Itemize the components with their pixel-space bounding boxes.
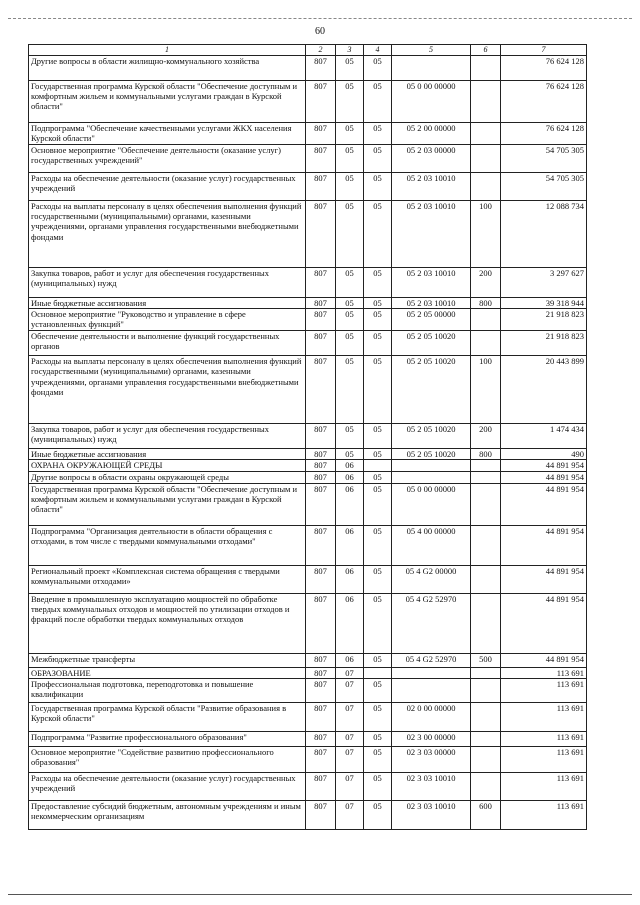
row-subsection-code: 05 — [364, 309, 392, 331]
row-subsection-code: 05 — [364, 81, 392, 123]
row-grbs-code: 807 — [306, 667, 336, 678]
row-grbs-code: 807 — [306, 593, 336, 653]
row-name: Государственная программа Курской области "Развитие образования в Курской области" — [29, 702, 306, 731]
row-name: Расходы на выплаты персоналу в целях обеспечения выполнения функций государственными (муниципальными) органами, казенными учреждениями, органами управления государственными внебюджетными фондами — [29, 201, 306, 268]
row-subsection-code: 05 — [364, 123, 392, 145]
row-section-code: 07 — [336, 702, 364, 731]
row-amount: 113 691 — [501, 731, 587, 746]
row-grbs-code: 807 — [306, 356, 336, 424]
row-amount: 113 691 — [501, 746, 587, 772]
row-section-code: 05 — [336, 331, 364, 356]
row-grbs-code: 807 — [306, 772, 336, 800]
row-target-code: 05 2 05 10020 — [392, 356, 471, 424]
row-name: Основное мероприятие "Руководство и управление в сфере установленных функций" — [29, 309, 306, 331]
row-target-code: 05 2 03 10010 — [392, 173, 471, 201]
row-amount: 76 624 128 — [501, 123, 587, 145]
row-target-code: 05 2 03 00000 — [392, 145, 471, 173]
row-subsection-code: 05 — [364, 331, 392, 356]
row-expense-type — [471, 702, 501, 731]
row-name: Основное мероприятие "Содействие развитию профессионального образования" — [29, 746, 306, 772]
table-row — [29, 746, 587, 772]
table-row — [29, 201, 587, 268]
row-target-code — [392, 460, 471, 472]
row-section-code: 05 — [336, 309, 364, 331]
row-target-code: 05 2 05 10020 — [392, 424, 471, 449]
row-amount: 54 705 305 — [501, 145, 587, 173]
row-expense-type — [471, 525, 501, 565]
row-grbs-code: 807 — [306, 702, 336, 731]
row-name: Государственная программа Курской области "Обеспечение доступным и комфортным жильем и коммунальными услугами граждан в Курской области" — [29, 483, 306, 525]
row-grbs-code: 807 — [306, 565, 336, 593]
row-target-code: 05 2 03 10010 — [392, 298, 471, 309]
row-target-code — [392, 667, 471, 678]
row-name: Иные бюджетные ассигнования — [29, 298, 306, 309]
row-expense-type: 600 — [471, 800, 501, 829]
row-target-code: 05 4 G2 00000 — [392, 565, 471, 593]
row-name: Обеспечение деятельности и выполнение функций государственных органов — [29, 331, 306, 356]
table-row — [29, 268, 587, 298]
row-name: Иные бюджетные ассигнования — [29, 449, 306, 460]
table-row — [29, 460, 587, 472]
row-expense-type: 800 — [471, 449, 501, 460]
row-name: Расходы на обеспечение деятельности (оказание услуг) государственных учреждений — [29, 173, 306, 201]
row-target-code: 05 4 G2 52970 — [392, 653, 471, 667]
row-section-code: 06 — [336, 525, 364, 565]
row-expense-type — [471, 472, 501, 483]
row-name: Закупка товаров, работ и услуг для обеспечения государственных (муниципальных) нужд — [29, 424, 306, 449]
row-grbs-code: 807 — [306, 424, 336, 449]
row-expense-type — [471, 309, 501, 331]
row-name: Государственная программа Курской области "Обеспечение доступным и комфортным жильем и коммунальными услугами граждан в Курской области" — [29, 81, 306, 123]
row-expense-type — [471, 56, 501, 81]
row-grbs-code: 807 — [306, 800, 336, 829]
row-expense-type — [471, 145, 501, 173]
row-section-code: 06 — [336, 593, 364, 653]
row-subsection-code: 05 — [364, 800, 392, 829]
row-amount: 76 624 128 — [501, 81, 587, 123]
row-amount: 44 891 954 — [501, 460, 587, 472]
table-row — [29, 56, 587, 81]
row-name: Подпрограмма "Развитие профессионального образования" — [29, 731, 306, 746]
row-name: Другие вопросы в области охраны окружающей среды — [29, 472, 306, 483]
row-grbs-code: 807 — [306, 309, 336, 331]
row-expense-type: 500 — [471, 653, 501, 667]
row-expense-type: 100 — [471, 356, 501, 424]
row-section-code: 07 — [336, 667, 364, 678]
row-subsection-code: 05 — [364, 746, 392, 772]
row-amount: 44 891 954 — [501, 593, 587, 653]
row-amount: 113 691 — [501, 800, 587, 829]
table-row — [29, 81, 587, 123]
table-row — [29, 653, 587, 667]
row-amount: 113 691 — [501, 772, 587, 800]
row-target-code: 02 0 00 00000 — [392, 702, 471, 731]
bottom-rule — [8, 894, 632, 895]
row-expense-type: 200 — [471, 268, 501, 298]
row-section-code: 07 — [336, 772, 364, 800]
row-amount: 20 443 899 — [501, 356, 587, 424]
header-col-3: 3 — [336, 45, 364, 56]
table-row — [29, 525, 587, 565]
row-amount: 76 624 128 — [501, 56, 587, 81]
row-name: Расходы на выплаты персоналу в целях обеспечения выполнения функций государственными (муниципальными) органами, казенными учреждениями, органами управления государственными внебюджетными фондами — [29, 356, 306, 424]
row-amount: 12 088 734 — [501, 201, 587, 268]
row-expense-type: 800 — [471, 298, 501, 309]
row-subsection-code — [364, 667, 392, 678]
row-amount: 39 318 944 — [501, 298, 587, 309]
row-amount: 113 691 — [501, 702, 587, 731]
table-row — [29, 667, 587, 678]
row-name: ОБРАЗОВАНИЕ — [29, 667, 306, 678]
row-target-code — [392, 56, 471, 81]
row-subsection-code: 05 — [364, 525, 392, 565]
row-target-code: 02 3 03 10010 — [392, 800, 471, 829]
row-name: Предоставление субсидий бюджетным, автономным учреждениям и иным некоммерческим организациям — [29, 800, 306, 829]
row-name: Введение в промышленную эксплуатацию мощностей по обработке твердых коммунальных отходов и мощностей по утилизации отходов и фракций после обработки твердых коммунальных отходов — [29, 593, 306, 653]
row-expense-type — [471, 81, 501, 123]
row-target-code: 05 2 03 10010 — [392, 201, 471, 268]
row-section-code: 05 — [336, 173, 364, 201]
row-expense-type — [471, 565, 501, 593]
row-subsection-code: 05 — [364, 56, 392, 81]
row-expense-type — [471, 173, 501, 201]
header-col-6: 6 — [471, 45, 501, 56]
row-grbs-code: 807 — [306, 145, 336, 173]
row-grbs-code: 807 — [306, 731, 336, 746]
top-dashed-rule — [8, 18, 632, 19]
row-section-code: 06 — [336, 472, 364, 483]
row-section-code: 05 — [336, 56, 364, 81]
row-target-code: 05 4 G2 52970 — [392, 593, 471, 653]
row-amount: 44 891 954 — [501, 525, 587, 565]
table-header-row — [29, 45, 587, 56]
row-name: Межбюджетные трансферты — [29, 653, 306, 667]
row-section-code: 07 — [336, 746, 364, 772]
table-row — [29, 309, 587, 331]
table-row — [29, 731, 587, 746]
row-name: Профессиональная подготовка, переподготовка и повышение квалификации — [29, 678, 306, 702]
row-expense-type — [471, 460, 501, 472]
row-target-code: 05 4 00 00000 — [392, 525, 471, 565]
row-section-code: 06 — [336, 483, 364, 525]
row-target-code: 02 3 00 00000 — [392, 731, 471, 746]
row-name: Подпрограмма "Обеспечение качественными услугами ЖКХ населения Курской области" — [29, 123, 306, 145]
row-section-code: 05 — [336, 81, 364, 123]
row-subsection-code: 05 — [364, 356, 392, 424]
row-name: Основное мероприятие "Обеспечение деятельности (оказание услуг) государственных учреждений" — [29, 145, 306, 173]
row-section-code: 05 — [336, 268, 364, 298]
row-subsection-code: 05 — [364, 424, 392, 449]
row-subsection-code: 05 — [364, 772, 392, 800]
row-section-code: 05 — [336, 201, 364, 268]
row-section-code: 05 — [336, 424, 364, 449]
row-grbs-code: 807 — [306, 201, 336, 268]
table-row — [29, 800, 587, 829]
row-grbs-code: 807 — [306, 653, 336, 667]
row-section-code: 07 — [336, 800, 364, 829]
row-grbs-code: 807 — [306, 331, 336, 356]
row-section-code: 06 — [336, 460, 364, 472]
row-subsection-code: 05 — [364, 731, 392, 746]
row-amount: 54 705 305 — [501, 173, 587, 201]
header-col-4: 4 — [364, 45, 392, 56]
row-section-code: 05 — [336, 123, 364, 145]
header-col-2: 2 — [306, 45, 336, 56]
table-row — [29, 678, 587, 702]
row-expense-type — [471, 667, 501, 678]
row-grbs-code: 807 — [306, 746, 336, 772]
row-grbs-code: 807 — [306, 298, 336, 309]
row-subsection-code: 05 — [364, 565, 392, 593]
row-grbs-code: 807 — [306, 483, 336, 525]
row-subsection-code: 05 — [364, 268, 392, 298]
row-amount: 1 474 434 — [501, 424, 587, 449]
row-amount: 21 918 823 — [501, 331, 587, 356]
row-section-code: 06 — [336, 653, 364, 667]
row-expense-type: 100 — [471, 201, 501, 268]
table-row — [29, 702, 587, 731]
budget-table — [28, 44, 587, 830]
row-section-code: 05 — [336, 298, 364, 309]
row-target-code: 02 3 03 00000 — [392, 746, 471, 772]
row-amount: 44 891 954 — [501, 653, 587, 667]
page-number: 60 — [315, 26, 325, 37]
table-row — [29, 298, 587, 309]
row-section-code: 05 — [336, 356, 364, 424]
table-row — [29, 472, 587, 483]
row-expense-type — [471, 593, 501, 653]
row-grbs-code: 807 — [306, 81, 336, 123]
row-amount: 44 891 954 — [501, 565, 587, 593]
row-target-code: 05 2 05 10020 — [392, 331, 471, 356]
row-amount: 490 — [501, 449, 587, 460]
row-name: Расходы на обеспечение деятельности (оказание услуг) государственных учреждений — [29, 772, 306, 800]
row-expense-type — [471, 772, 501, 800]
row-expense-type — [471, 331, 501, 356]
table-row — [29, 593, 587, 653]
row-expense-type — [471, 731, 501, 746]
row-grbs-code: 807 — [306, 123, 336, 145]
row-section-code: 06 — [336, 565, 364, 593]
row-target-code: 05 0 00 00000 — [392, 81, 471, 123]
row-amount: 21 918 823 — [501, 309, 587, 331]
row-subsection-code: 05 — [364, 449, 392, 460]
table-row — [29, 565, 587, 593]
row-section-code: 07 — [336, 678, 364, 702]
row-grbs-code: 807 — [306, 460, 336, 472]
row-expense-type — [471, 746, 501, 772]
row-amount: 113 691 — [501, 678, 587, 702]
table-row — [29, 424, 587, 449]
table-body — [29, 56, 587, 830]
row-name: Подпрограмма "Организация деятельности в области обращения с отходами, в том числе с твердыми коммунальными отходами" — [29, 525, 306, 565]
row-subsection-code: 05 — [364, 173, 392, 201]
row-section-code: 05 — [336, 145, 364, 173]
row-name: Региональный проект «Комплексная система обращения с твердыми коммунальными отходами» — [29, 565, 306, 593]
table-row — [29, 145, 587, 173]
row-subsection-code: 05 — [364, 201, 392, 268]
row-target-code: 05 2 05 10020 — [392, 449, 471, 460]
row-target-code: 05 0 00 00000 — [392, 483, 471, 525]
header-col-1: 1 — [29, 45, 306, 56]
row-target-code: 05 2 05 00000 — [392, 309, 471, 331]
row-name: Закупка товаров, работ и услуг для обеспечения государственных (муниципальных) нужд — [29, 268, 306, 298]
header-col-5: 5 — [392, 45, 471, 56]
row-grbs-code: 807 — [306, 268, 336, 298]
row-target-code: 05 2 00 00000 — [392, 123, 471, 145]
row-target-code: 02 3 03 10010 — [392, 772, 471, 800]
row-target-code — [392, 472, 471, 483]
table-row — [29, 483, 587, 525]
row-subsection-code: 05 — [364, 678, 392, 702]
row-grbs-code: 807 — [306, 56, 336, 81]
row-subsection-code: 05 — [364, 472, 392, 483]
table-row — [29, 772, 587, 800]
table-row — [29, 356, 587, 424]
row-amount: 44 891 954 — [501, 483, 587, 525]
row-grbs-code: 807 — [306, 525, 336, 565]
row-target-code: 05 2 03 10010 — [392, 268, 471, 298]
row-subsection-code: 05 — [364, 593, 392, 653]
row-grbs-code: 807 — [306, 678, 336, 702]
row-subsection-code: 05 — [364, 298, 392, 309]
row-section-code: 07 — [336, 731, 364, 746]
row-grbs-code: 807 — [306, 449, 336, 460]
row-expense-type — [471, 483, 501, 525]
row-expense-type: 200 — [471, 424, 501, 449]
row-subsection-code: 05 — [364, 483, 392, 525]
row-amount: 44 891 954 — [501, 472, 587, 483]
row-name: ОХРАНА ОКРУЖАЮЩЕЙ СРЕДЫ — [29, 460, 306, 472]
table-row — [29, 123, 587, 145]
row-grbs-code: 807 — [306, 173, 336, 201]
row-expense-type — [471, 678, 501, 702]
row-expense-type — [471, 123, 501, 145]
row-subsection-code — [364, 460, 392, 472]
row-subsection-code: 05 — [364, 145, 392, 173]
table-row — [29, 331, 587, 356]
row-target-code — [392, 678, 471, 702]
row-section-code: 05 — [336, 449, 364, 460]
row-amount: 113 691 — [501, 667, 587, 678]
row-subsection-code: 05 — [364, 653, 392, 667]
row-grbs-code: 807 — [306, 472, 336, 483]
row-name: Другие вопросы в области жилищно-коммунального хозяйства — [29, 56, 306, 81]
table-row — [29, 449, 587, 460]
table-row — [29, 173, 587, 201]
row-amount: 3 297 627 — [501, 268, 587, 298]
header-col-7: 7 — [501, 45, 587, 56]
row-subsection-code: 05 — [364, 702, 392, 731]
